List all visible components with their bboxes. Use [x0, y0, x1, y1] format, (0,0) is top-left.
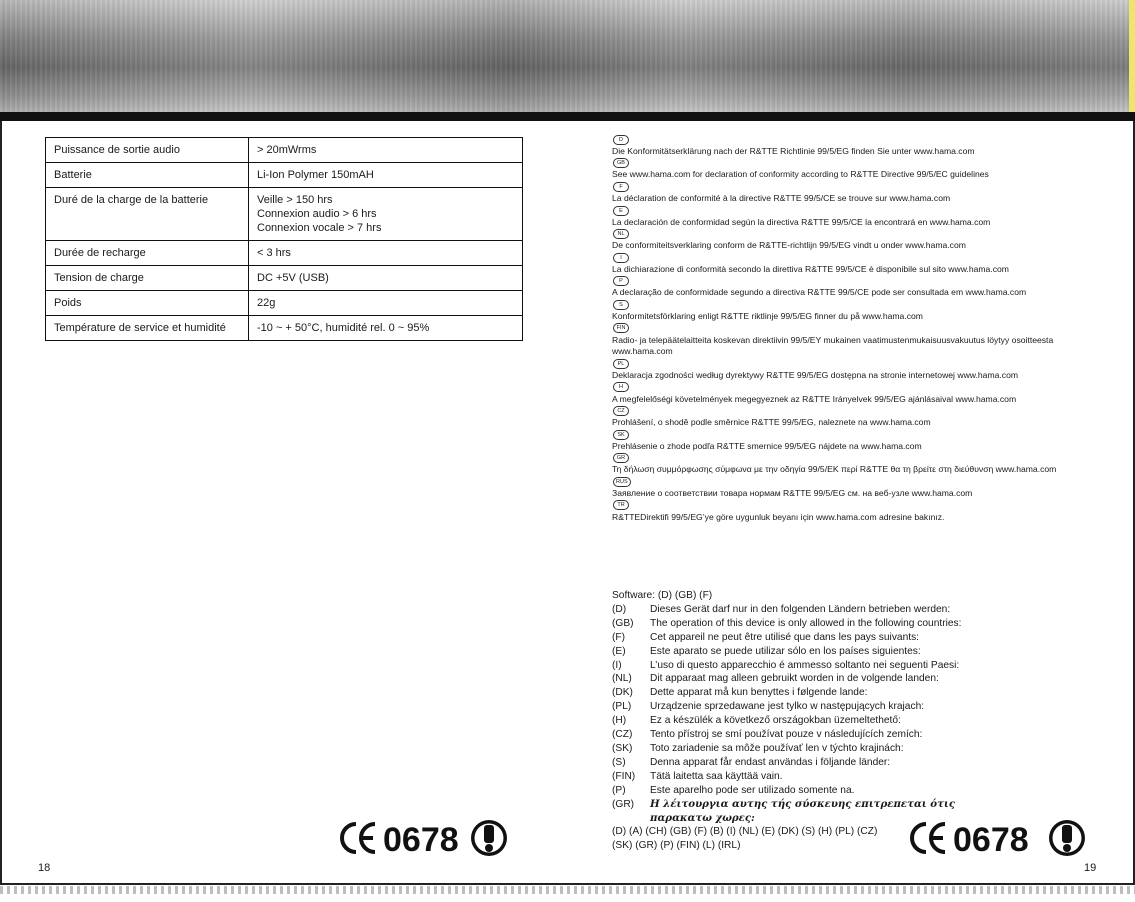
spec-value: > 20mWrms [257, 144, 317, 156]
country-badge: S [613, 300, 629, 310]
country-badge: F [613, 182, 629, 192]
declaration-item [612, 500, 1092, 524]
declaration-text: Die Konformitätserklärung nach der R&TTE Richtlinie 99/5/EG finden Sie unter www.hama.com [612, 145, 975, 156]
spec-value: Veille > 150 hrs [257, 194, 333, 206]
ce-mark-left [335, 818, 510, 858]
country-badge: D [613, 135, 629, 145]
declaration-item [612, 382, 1092, 406]
spec-value-cell [249, 138, 523, 163]
spec-row [46, 266, 523, 291]
country-badge: PL [613, 359, 629, 369]
software-code: (F) [612, 631, 626, 643]
declaration-text: La déclaration de conformité à la directive R&TTE 99/5/CE se trouve sur www.hama.com [612, 192, 951, 203]
spec-value: DC +5V (USB) [257, 272, 329, 284]
software-code: (D) [612, 603, 627, 615]
software-row [612, 659, 1032, 673]
declaration-item [612, 228, 1092, 252]
spec-label: Puissance de sortie audio [46, 138, 249, 163]
software-row [612, 603, 1032, 617]
country-badge: H [613, 382, 629, 392]
software-row [612, 617, 1032, 631]
ce-number-left: 0678 [383, 821, 459, 858]
country-badge: TR [613, 500, 629, 510]
software-text: Este aparelho pode ser utilizado somente na. [650, 784, 855, 796]
country-badge: I [613, 253, 629, 263]
software-row [612, 672, 1032, 686]
software-text: The operation of this device is only allowed in the following countries: [650, 617, 962, 629]
software-code: (SK) [612, 742, 633, 754]
spec-label: Batterie [46, 163, 249, 188]
spec-row [46, 241, 523, 266]
ce-logo-icon [912, 824, 945, 852]
country-badge: CZ [613, 406, 629, 416]
declaration-item [612, 358, 1092, 382]
declaration-text: Konformitetsförklaring enligt R&TTE riktlinje 99/5/EG finner du på www.hama.com [612, 310, 923, 321]
software-text: Tento přístroj se smí používat pouze v následujících zemích: [650, 729, 923, 741]
declaration-text: See www.hama.com for declaration of conformity according to R&TTE Directive 99/5/EC guidelines [612, 169, 989, 180]
countries-line-2: (SK) (GR) (P) (FIN) (L) (IRL) [612, 840, 741, 852]
software-code: (P) [612, 784, 626, 796]
software-text: Este aparato se puede utilizar sólo en los países siguientes: [650, 645, 921, 657]
ce-number-right: 0678 [953, 821, 1029, 858]
software-code-gr: (GR) [612, 798, 635, 810]
software-code: (DK) [612, 687, 633, 699]
spec-value-cell [249, 316, 523, 341]
left-frame-line [0, 121, 2, 884]
ce-logo-icon [342, 824, 375, 852]
spec-value: Connexion vocale > 7 hrs [257, 222, 382, 234]
spec-row [46, 291, 523, 316]
spec-value: Connexion audio > 6 hrs [257, 208, 377, 220]
software-code: (E) [612, 645, 626, 657]
software-text: Urządzenie sprzedawane jest tylko w następujących krajach: [650, 701, 925, 713]
declaration-item [612, 299, 1092, 323]
spec-label: Poids [46, 291, 249, 316]
software-code: (NL) [612, 673, 632, 685]
software-row [612, 784, 1032, 798]
software-rows [612, 603, 1032, 798]
declaration-text: Radio- ja telepäätelaitteita koskevan direktiivin 99/5/EY mukainen vaatimustenmukaisuusvakuutus löytyy osoitteesta www.hama.com [612, 334, 1054, 357]
spec-label: Durée de recharge [46, 241, 249, 266]
declaration-text: Prehlásenie o zhode podľa R&TTE smernice 99/5/EG nájdete na www.hama.com [612, 440, 922, 451]
software-code: (I) [612, 659, 622, 671]
declaration-item [612, 158, 1092, 182]
footer-line [0, 883, 1135, 885]
spec-value: Li-Ion Polymer 150mAH [257, 169, 374, 181]
spec-value: -10 ~ + 50°C, humidité rel. 0 ~ 95% [257, 322, 430, 334]
alert-icon [1049, 820, 1085, 856]
spec-value-cell [249, 188, 523, 241]
software-text: Cet appareil ne peut être utilisé que dans les pays suivants: [650, 631, 919, 643]
software-code: (H) [612, 715, 627, 727]
software-row [612, 631, 1032, 645]
software-text: Toto zariadenie sa môže používať len v týchto krajinách: [650, 742, 904, 754]
software-text: Dieses Gerät darf nur in den folgenden Ländern betrieben werden: [650, 603, 951, 615]
software-code: (GB) [612, 617, 634, 629]
declaration-text: R&TTEDirektifi 99/5/EG’ye göre uygunluk beyanı için www.hama.com adresine bakınız. [612, 511, 945, 522]
declaration-text: De conformiteitsverklaring conform de R&TTE-richtlijn 99/5/EG vindt u onder www.hama.com [612, 240, 966, 251]
ce-mark-right [905, 818, 1090, 858]
greek-line-1: Η λέιτουργια αυτης τής σύσκευης επιτρεπεται ότις [650, 797, 956, 810]
software-code: (PL) [612, 701, 632, 713]
country-badge: P [613, 276, 629, 286]
declaration-item [612, 323, 1092, 358]
spec-row [46, 138, 523, 163]
spec-row [46, 188, 523, 241]
software-row [612, 770, 1032, 784]
software-text: Dette apparat må kun benyttes i følgende lande: [650, 687, 868, 699]
greek-line-2: παρακατω χωρες: [650, 811, 755, 824]
software-row [612, 686, 1032, 700]
header-shade [0, 0, 1135, 112]
software-row [612, 742, 1032, 756]
software-row [612, 728, 1032, 742]
software-row-greek [612, 798, 1032, 812]
declaration-item [612, 405, 1092, 429]
country-badge: E [613, 206, 629, 216]
declaration-text: A declaração de conformidade segundo a directiva R&TTE 99/5/CE pode ser consultada em www.hama.com [612, 287, 1027, 298]
declaration-item [612, 134, 1092, 158]
software-code: (FIN) [612, 770, 636, 782]
declaration-text: A megfelelőségi követelmények megegyeznek az R&TTE Irányelvek 99/5/EG ajánlásaival www.hama.com [612, 393, 1017, 404]
software-text: Denna apparat får endast användas i följande länder: [650, 756, 891, 768]
software-code: (CZ) [612, 729, 633, 741]
software-row [612, 756, 1032, 770]
software-code: (S) [612, 756, 626, 768]
spec-value-cell [249, 163, 523, 188]
spec-value: < 3 hrs [257, 247, 291, 259]
page-number-left: 18 [38, 862, 51, 874]
declaration-item [612, 205, 1092, 229]
software-countries-block [612, 589, 1032, 853]
country-badge: GR [613, 453, 629, 463]
declaration-text: Τη δήλωση συμμόρφωσης σύμφωνα με την οδηγία 99/5/ΕΚ περί R&TTE θα τη βρείτε στη διεύθυνση www.hama.com [612, 464, 1057, 475]
country-badge: RUS [613, 477, 631, 487]
spec-row [46, 316, 523, 341]
header-texture-banner [0, 0, 1135, 112]
software-row [612, 645, 1032, 659]
software-text: Dit apparaat mag alleen gebruikt worden in de volgende landen: [650, 673, 939, 685]
declaration-item [612, 181, 1092, 205]
country-badge: SK [613, 430, 629, 440]
declaration-item [612, 252, 1092, 276]
page-number-right: 19 [1084, 862, 1097, 874]
declaration-text: Prohlášení, o shodě podle směrnice R&TTE 99/5/EG, naleznete na www.hama.com [612, 417, 931, 428]
spec-label: Température de service et humidité [46, 316, 249, 341]
header-edge-accent [1129, 0, 1135, 112]
spec-value-cell [249, 291, 523, 316]
declaration-text: Deklaracja zgodności według dyrektywy R&TTE 99/5/EG dostępna na stronie internetowej www.hama.com [612, 369, 1019, 380]
country-badge: FIN [613, 323, 629, 333]
spec-value: 22g [257, 297, 276, 309]
spec-label: Tension de charge [46, 266, 249, 291]
declaration-text: La declaración de conformidad según la directiva R&TTE 99/5/CE la encontrará en www.hama.com [612, 216, 991, 227]
spec-table [45, 137, 523, 341]
declaration-item [612, 476, 1092, 500]
software-text: Tätä laitetta saa käyttää vain. [650, 770, 783, 782]
spec-value-cell [249, 266, 523, 291]
spec-label: Duré de la charge de la batterie [46, 188, 249, 241]
software-text: Ez a készülék a következő országokban üzemeltethető: [650, 715, 901, 727]
software-text: L’uso di questo apparecchio é ammesso soltanto nei seguenti Paesi: [650, 659, 960, 671]
software-row [612, 714, 1032, 728]
declaration-item [612, 429, 1092, 453]
footer-dots [0, 886, 1135, 894]
declaration-item [612, 453, 1092, 477]
header-black-band [0, 112, 1135, 121]
alert-icon [471, 820, 507, 856]
countries-line-1: (D) (A) (CH) (GB) (F) (B) (I) (NL) (E) (DK) (S) (H) (PL) (CZ) [612, 826, 878, 838]
software-row [612, 700, 1032, 714]
declaration-text: La dichiarazione di conformità secondo la direttiva R&TTE 99/5/CE è disponibile sul sito www.hama.com [612, 263, 1009, 274]
spec-value-cell [249, 241, 523, 266]
declaration-text: Заявление о соответствии товара нормам R&TTE 99/5/EG см. на веб-узле www.hama.com [612, 487, 973, 498]
spec-row [46, 163, 523, 188]
country-badge: GB [613, 158, 629, 168]
country-badge: NL [613, 229, 629, 239]
software-heading: Software: (D) (GB) (F) [612, 590, 713, 601]
conformity-declarations [612, 134, 1092, 523]
declaration-item [612, 276, 1092, 300]
